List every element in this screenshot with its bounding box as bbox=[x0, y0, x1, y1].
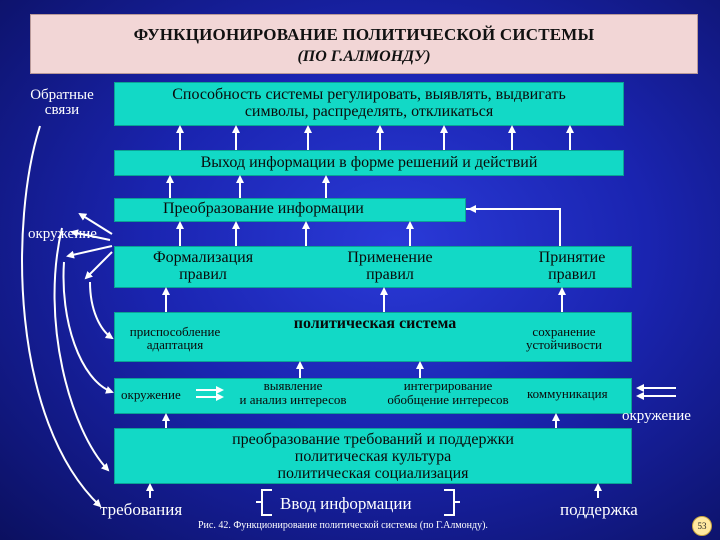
feedback-curve-inner bbox=[63, 262, 112, 392]
figure-caption: Рис. 42. Функционирование политической системы (по Г.Алмонду). bbox=[198, 520, 488, 531]
adoption-label: Принятие правил bbox=[538, 249, 606, 283]
capability-line2: символы, распределять, откликаться bbox=[244, 103, 494, 120]
environment-right-label: окружение bbox=[622, 408, 691, 424]
stability-label: сохранение устойчивости bbox=[525, 324, 602, 352]
brace-right bbox=[444, 490, 460, 515]
feedback-label-line2: связи bbox=[44, 102, 80, 118]
input-conversion-box bbox=[114, 428, 632, 484]
input-label: Ввод информации bbox=[280, 494, 412, 513]
conversion-label: Преобразование информации bbox=[163, 200, 364, 217]
political-system-box bbox=[114, 312, 632, 362]
support-label: поддержка bbox=[560, 500, 638, 519]
application-label: Применение правил bbox=[347, 249, 433, 283]
political-system-label: политическая система bbox=[293, 315, 457, 332]
feedback-curve-adapt bbox=[90, 282, 112, 338]
conversion-box bbox=[114, 198, 466, 222]
formalization-label: Формализация правил bbox=[152, 249, 254, 283]
input-conversion-line3: политическая социализация bbox=[277, 465, 469, 482]
environment-inner-label: окружение bbox=[121, 387, 181, 402]
adaptation-label: приспособление адаптация bbox=[129, 324, 221, 352]
page-number-badge: 53 bbox=[692, 516, 712, 536]
environment-left-label: окружение bbox=[28, 226, 97, 242]
interests-box bbox=[114, 378, 632, 414]
rules-box bbox=[114, 246, 632, 288]
arrow-env-left-3 bbox=[86, 252, 112, 278]
capability-box bbox=[114, 82, 624, 126]
input-conversion-line2: политическая культура bbox=[294, 448, 452, 465]
communication-label: коммуникация bbox=[527, 386, 608, 401]
identify-interests-label: выявление и анализ интересов bbox=[239, 378, 347, 407]
demands-label: требования bbox=[100, 500, 183, 519]
brace-left bbox=[256, 490, 272, 515]
feedback-curve-outer bbox=[22, 126, 100, 506]
diagram-subtitle: (ПО Г.АЛМОНДУ) bbox=[297, 48, 431, 65]
arrow-env-left-2 bbox=[68, 246, 112, 256]
integrate-interests-label: интегрирование обобщение интересов bbox=[387, 378, 509, 407]
feedback-label bbox=[16, 88, 108, 118]
input-conversion-line1: преобразование требований и поддержки bbox=[232, 431, 514, 448]
title-box bbox=[30, 14, 698, 74]
arrow-adoption-loop bbox=[470, 209, 560, 246]
output-label: Выход информации в форме решений и действий bbox=[200, 154, 538, 171]
capability-line1: Способность системы регулировать, выявлять, выдвигать bbox=[172, 86, 566, 103]
feedback-curve-mid bbox=[55, 228, 108, 470]
output-box bbox=[114, 150, 624, 176]
feedback-label-line1: Обратные bbox=[30, 87, 94, 103]
diagram-title: ФУНКЦИОНИРОВАНИЕ ПОЛИТИЧЕСКОЙ СИСТЕМЫ bbox=[133, 25, 595, 44]
line-conv-right bbox=[466, 209, 560, 246]
